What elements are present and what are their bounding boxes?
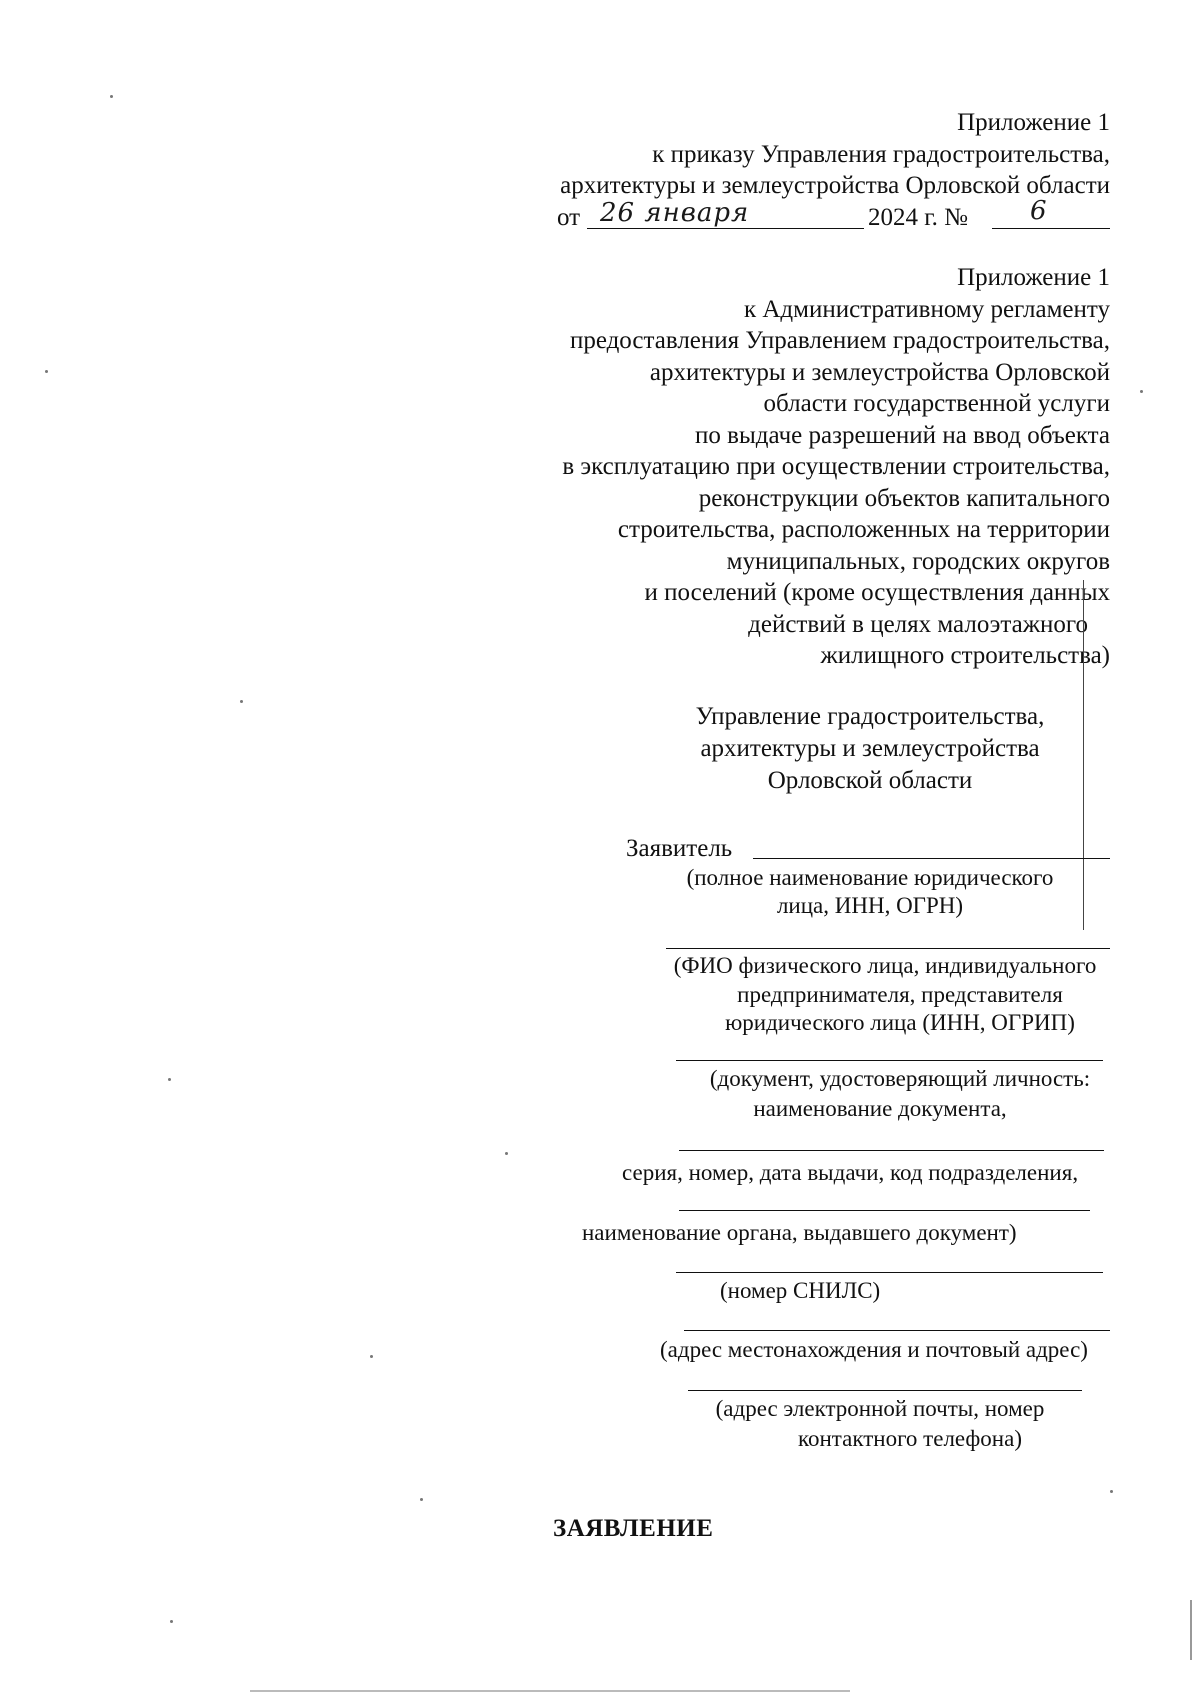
hint-legal-entity: (полное наименование юридического bbox=[686, 865, 1054, 890]
regulation-annex-line: строительства, расположенных на территории bbox=[617, 516, 1110, 543]
regulation-annex-title: Приложение 1 bbox=[957, 264, 1110, 291]
regulation-annex-line: к Административному регламенту bbox=[743, 296, 1110, 323]
regulation-annex-line: муниципальных, городских округов bbox=[726, 548, 1110, 575]
document-title: ЗАЯВЛЕНИЕ bbox=[553, 1515, 714, 1542]
hint-snils: (номер СНИЛС) bbox=[720, 1278, 881, 1303]
scan-edge-mark bbox=[1190, 1600, 1192, 1660]
order-date-field-line bbox=[587, 228, 864, 229]
order-annex-line: архитектуры и землеустройства Орловской области bbox=[560, 172, 1110, 199]
scan-edge-mark bbox=[250, 1690, 850, 1692]
regulation-annex-line: и поселений (кроме осуществления данных bbox=[644, 579, 1110, 606]
snils-field-line bbox=[676, 1272, 1103, 1273]
hint-address: (адрес местонахождения и почтовый адрес) bbox=[660, 1337, 1088, 1362]
scan-speck bbox=[45, 370, 48, 373]
regulation-annex-line: архитектуры и землеустройства Орловской bbox=[649, 359, 1110, 386]
scan-speck bbox=[1140, 390, 1143, 393]
hint-person: (ФИО физического лица, индивидуального bbox=[673, 953, 1097, 978]
regulation-annex-line: в эксплуатацию при осуществлении строительства, bbox=[562, 453, 1110, 480]
hint-id-document: наименование органа, выдавшего документ) bbox=[582, 1220, 1017, 1245]
hint-id-document: (документ, удостоверяющий личность: bbox=[709, 1066, 1091, 1091]
scan-speck bbox=[505, 1152, 508, 1155]
issuer-field-line bbox=[679, 1210, 1090, 1211]
hint-person: юридического лица (ИНН, ОГРИП) bbox=[725, 1010, 1075, 1035]
contact-field-line bbox=[688, 1390, 1082, 1391]
regulation-annex-line: области государственной услуги bbox=[763, 390, 1110, 417]
address-field-line bbox=[684, 1330, 1110, 1331]
scan-speck bbox=[110, 95, 113, 98]
hint-id-document: серия, номер, дата выдачи, код подразделения, bbox=[622, 1160, 1079, 1185]
scan-speck bbox=[240, 700, 243, 703]
order-annex-line: к приказу Управления градостроительства, bbox=[652, 141, 1110, 168]
applicant-name-field-line bbox=[753, 858, 1110, 859]
hint-contact: контактного телефона) bbox=[797, 1426, 1022, 1451]
id-series-field-line bbox=[679, 1150, 1104, 1151]
regulation-annex-line: предоставления Управлением градостроительства, bbox=[569, 327, 1110, 354]
scan-speck bbox=[420, 1498, 423, 1501]
applicant-label: Заявитель bbox=[626, 835, 733, 862]
order-date-handwritten: 26 января bbox=[600, 198, 750, 228]
person-field-line bbox=[666, 948, 1110, 949]
hint-id-document: наименование документа, bbox=[753, 1096, 1007, 1121]
regulation-annex-line: реконструкции объектов капитального bbox=[698, 485, 1110, 512]
id-document-field-line bbox=[676, 1060, 1103, 1061]
order-year-number-label: 2024 г. № bbox=[868, 204, 969, 231]
regulation-annex-line: по выдаче разрешений на ввод объекта bbox=[695, 422, 1110, 449]
addressee-line: архитектуры и землеустройства bbox=[700, 735, 1040, 762]
order-number-field-line bbox=[992, 228, 1110, 229]
scan-speck bbox=[168, 1078, 171, 1081]
order-annex-title: Приложение 1 bbox=[957, 109, 1110, 136]
hint-person: предпринимателя, представителя bbox=[737, 982, 1063, 1007]
regulation-annex-line: жилищного строительства) bbox=[820, 642, 1110, 669]
regulation-annex-line: действий в целях малоэтажного bbox=[748, 611, 1088, 638]
hint-contact: (адрес электронной почты, номер bbox=[715, 1396, 1045, 1421]
scan-speck bbox=[1110, 1490, 1113, 1493]
addressee-line: Орловской области bbox=[767, 767, 973, 794]
scan-speck bbox=[370, 1355, 373, 1358]
addressee-line: Управление градостроительства, bbox=[695, 703, 1045, 730]
order-number-handwritten: 6 bbox=[1030, 196, 1048, 226]
hint-legal-entity: лица, ИНН, ОГРН) bbox=[776, 893, 964, 918]
scan-speck bbox=[170, 1620, 173, 1623]
order-date-prefix: от bbox=[557, 204, 581, 231]
